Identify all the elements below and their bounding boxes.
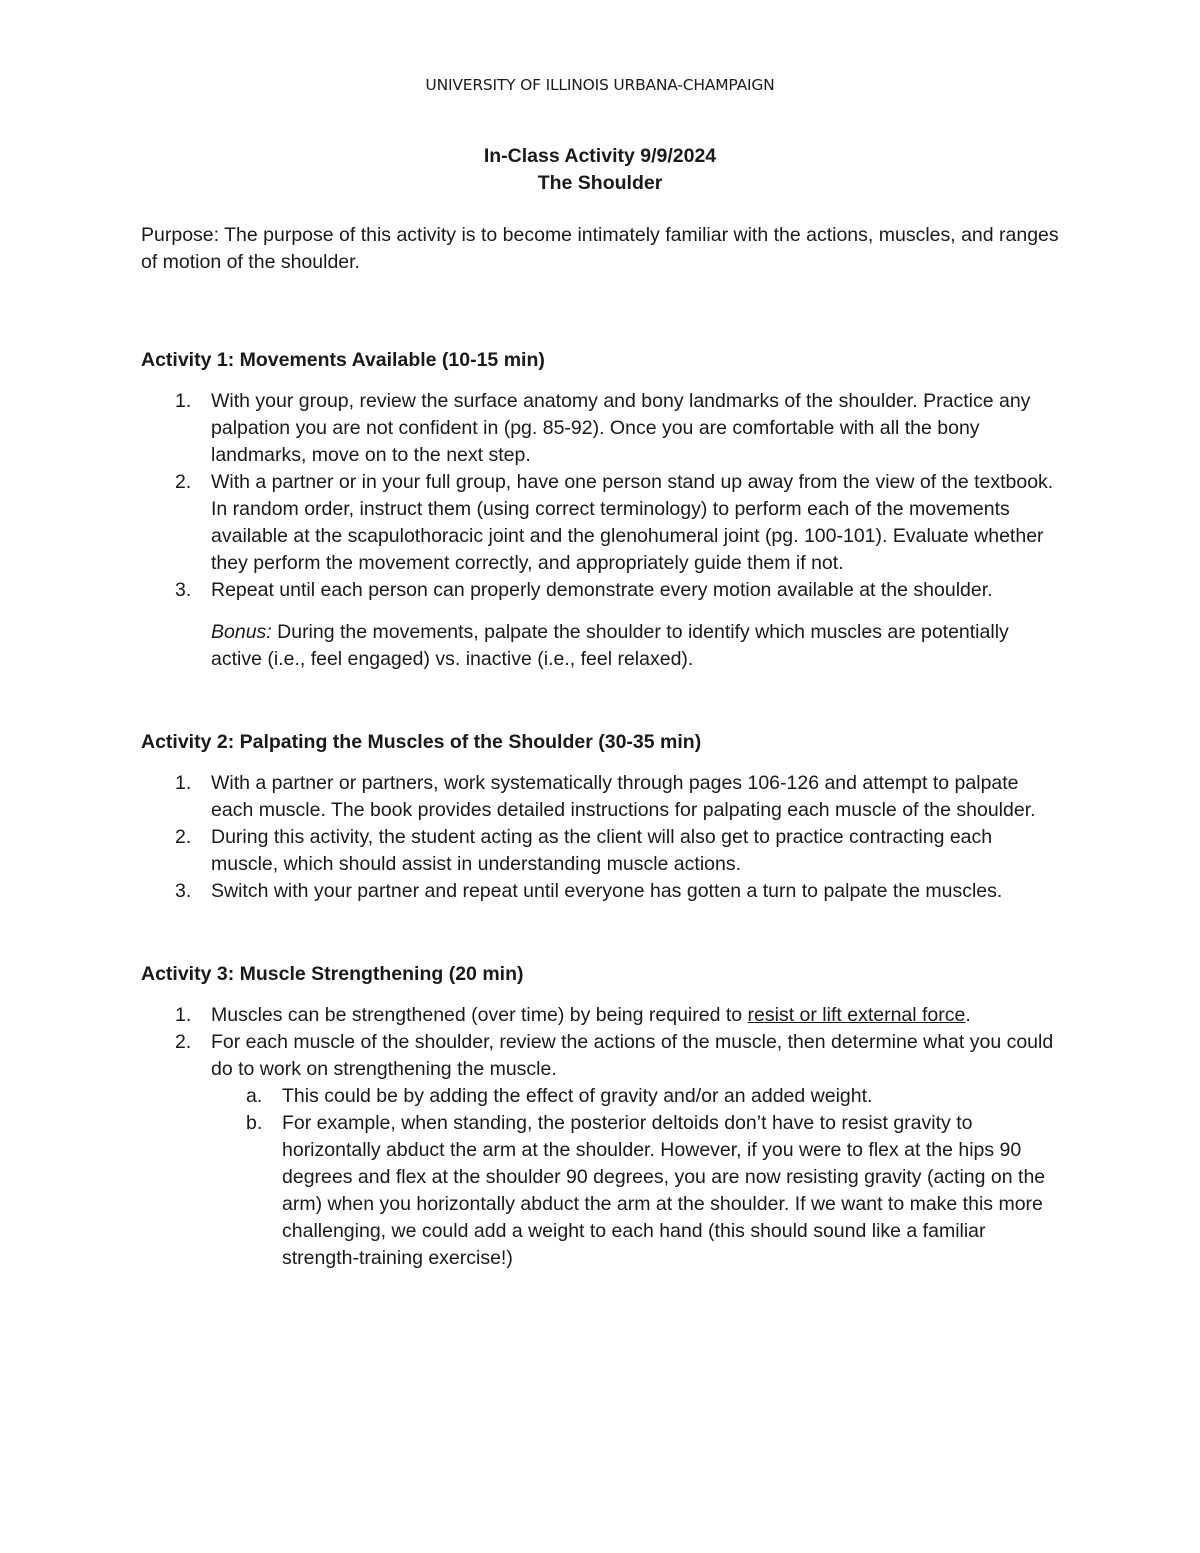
list-item: [141, 577, 1061, 604]
list-item: [141, 1002, 1061, 1029]
sub-list-item-text: For example, when standing, the posterior deltoids don’t have to resist gravity to horizontally abduct the arm at the shoulder. However, if you were to flex at the hips 90 degrees and flex at the shoulder 90 degrees, you are now resisting gravity (acting on the arm) when you horizontally abduct the arm at the shoulder. If we want to make this more challenging, we could add a weight to each hand (this should sound like a familiar strength-training exercise!): [282, 1112, 1046, 1269]
list-number: 2.: [175, 1031, 192, 1053]
list-item-text: With a partner or partners, work systematically through pages 106-126 and attempt to palpate each muscle. The book provides detailed instructions for palpating each muscle of the shoulder.: [211, 772, 1036, 821]
list-item-text: With a partner or in your full group, have one person stand up away from the view of the textbook. In random order, instruct them (using correct terminology) to perform each of the movements available at the scapulothoracic joint and the glenohumeral joint (pg. 100-101). Evaluate whether they perform the movement correctly, and appropriately guide them if not.: [211, 471, 1054, 574]
list-number: 2.: [175, 826, 192, 848]
bonus-text: During the movements, palpate the shoulder to identify which muscles are potentially active (i.e., feel engaged) vs. inactive (i.e., feel relaxed).: [211, 621, 1009, 670]
list-number: 3.: [175, 579, 192, 601]
sub-list-item: [211, 1083, 1061, 1110]
activity-1-list: [141, 388, 1061, 604]
sub-list-letter: b.: [246, 1112, 263, 1134]
list-item: [141, 770, 1061, 824]
list-item-text: Muscles can be strengthened (over time) by being required to: [211, 1004, 748, 1026]
list-number: 1.: [175, 1004, 192, 1026]
document-title: [0, 143, 1200, 197]
purpose-paragraph: Purpose: The purpose of this activity is to become intimately familiar with the actions, muscles, and ranges of motion of the shoulder.: [141, 224, 1059, 273]
list-number: 1.: [175, 772, 192, 794]
title-line-activity: In-Class Activity 9/9/2024: [483, 145, 717, 167]
sub-list-letter: a.: [246, 1085, 263, 1107]
list-item-text: For each muscle of the shoulder, review the actions of the muscle, then determine what you could do to work on strengthening the muscle.: [211, 1031, 1054, 1080]
sub-list-item-text: This could be by adding the effect of gravity and/or an added weight.: [282, 1085, 873, 1107]
underlined-phrase: resist or lift external force: [747, 1004, 966, 1026]
activity-1-heading: Activity 1: Movements Available (10-15 min): [141, 349, 545, 371]
bonus-label: Bonus:: [211, 621, 272, 643]
title-line-topic: The Shoulder: [537, 172, 663, 194]
list-number: 2.: [175, 471, 192, 493]
list-item: [141, 1029, 1061, 1272]
list-item-text: Switch with your partner and repeat until everyone has gotten a turn to palpate the muscles.: [211, 880, 1003, 902]
activity-3-list: [141, 1002, 1061, 1272]
activity-2-list: [141, 770, 1061, 905]
list-number: 1.: [175, 390, 192, 412]
activity-3-heading: Activity 3: Muscle Strengthening (20 min): [141, 963, 524, 985]
list-item-text-end: .: [965, 1004, 971, 1026]
list-number: 3.: [175, 880, 192, 902]
sub-list: [211, 1083, 1061, 1272]
activity-2-heading: Activity 2: Palpating the Muscles of the Shoulder (30-35 min): [141, 731, 702, 753]
list-item-text: Repeat until each person can properly demonstrate every motion available at the shoulder.: [211, 579, 993, 601]
document-body: [141, 222, 1061, 1272]
university-header: UNIVERSITY OF ILLINOIS URBANA-CHAMPAIGN: [425, 76, 775, 94]
list-item: [141, 388, 1061, 469]
list-item: [141, 824, 1061, 878]
bonus-note: [141, 619, 1061, 673]
list-item: [141, 469, 1061, 577]
sub-list-item: [211, 1110, 1061, 1272]
list-item-text: During this activity, the student acting as the client will also get to practice contracting each muscle, which should assist in understanding muscle actions.: [211, 826, 993, 875]
list-item: [141, 878, 1061, 905]
list-item-text: With your group, review the surface anatomy and bony landmarks of the shoulder. Practice any palpation you are not confident in (pg. 85-92). Once you are comfortable with all the bony landmarks, move on to the next step.: [211, 390, 1031, 466]
